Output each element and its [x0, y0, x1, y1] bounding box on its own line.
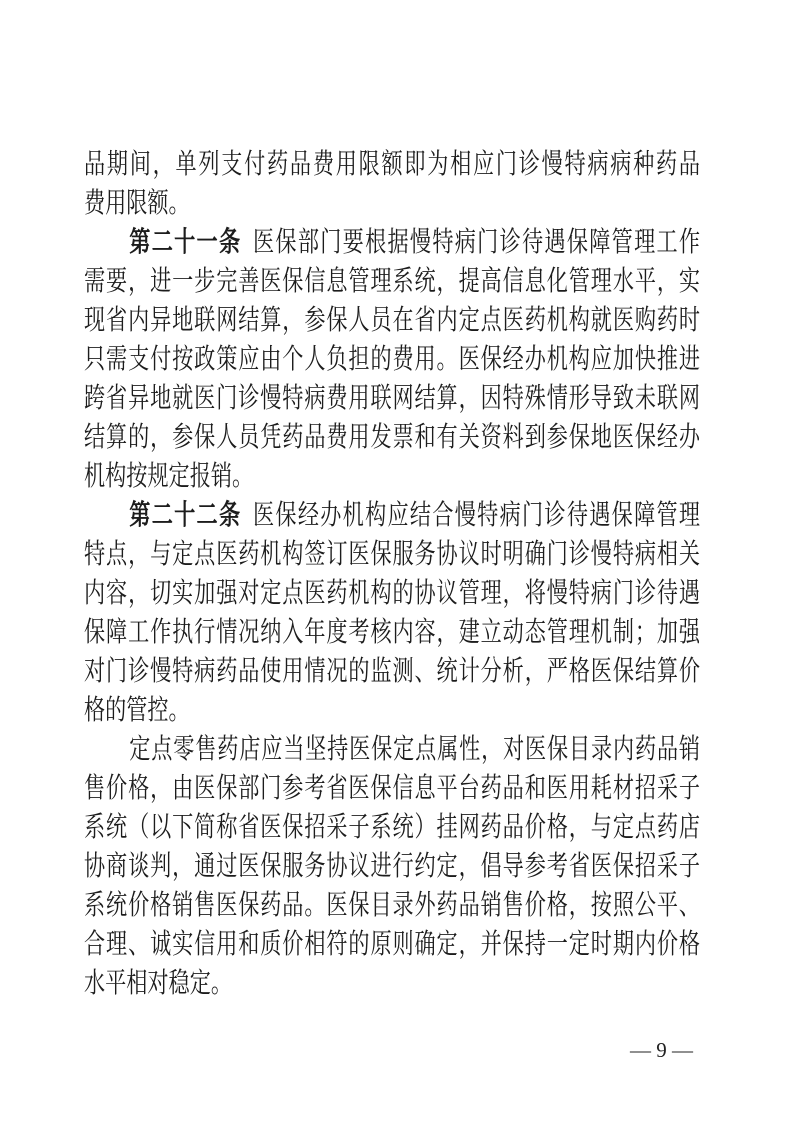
- line-text: 协商谈判，通过医保服务协议进行约定，倡导参考省医保招采子: [84, 851, 701, 882]
- line-text: 系统价格销售医保药品。医保目录外药品销售价格，按照公平、: [84, 890, 701, 921]
- line-text: 对门诊慢特病药品使用情况的监测、统计分析，严格医保结算价: [84, 656, 701, 687]
- line-text: 结算的，参保人员凭药品费用发票和有关资料到参保地医保经办: [84, 422, 701, 453]
- line-text: 内容，切实加强对定点医药机构的协议管理，将慢特病门诊待遇: [84, 578, 701, 609]
- text-line: [84, 535, 700, 574]
- line-text: 特点，与定点医药机构签订医保服务协议时明确门诊慢特病相关: [84, 539, 701, 570]
- line-text: 格的管控。: [84, 695, 190, 726]
- line-text: 系统（以下简称省医保招采子系统）挂网药品价格，与定点药店: [84, 812, 701, 843]
- line-text: 水平相对稳定。: [84, 968, 232, 999]
- text-line: [84, 418, 700, 457]
- line-text: 费用限额。: [84, 188, 190, 219]
- text-line: [84, 496, 700, 535]
- line-text: 售价格，由医保部门参考省医保信息平台药品和医用耗材招采子: [84, 773, 701, 804]
- line-text: 只需支付按政策应由个人负担的费用。医保经办机构应加快推进: [84, 344, 701, 375]
- text-line: [84, 691, 700, 730]
- line-text: 医保经办机构应结合慢特病门诊待遇保障管理: [253, 500, 701, 531]
- line-text: 跨省异地就医门诊慢特病费用联网结算，因特殊情形导致未联网: [84, 383, 701, 414]
- text-line: [84, 925, 700, 964]
- text-line: [84, 301, 700, 340]
- text-line: [84, 847, 700, 886]
- line-text: 保障工作执行情况纳入年度考核内容，建立动态管理机制；加强: [84, 617, 701, 648]
- line-text: 医保部门要根据慢特病门诊待遇保障管理工作: [253, 227, 701, 258]
- text-line: [84, 613, 700, 652]
- text-line: [84, 574, 700, 613]
- line-text: 机构按规定报销。: [84, 461, 254, 492]
- line-text: 合理、诚实信用和质价相符的原则确定，并保持一定时期内价格: [84, 929, 701, 960]
- page-number: — 9 —: [630, 1038, 693, 1062]
- text-line: [84, 652, 700, 691]
- text-line: [84, 379, 700, 418]
- text-line: [84, 964, 700, 1003]
- document-body-text: [84, 145, 700, 1003]
- text-line: [84, 223, 700, 262]
- text-line: [84, 808, 700, 847]
- article-number-heading: 第二十一条: [129, 227, 242, 258]
- text-line: [84, 730, 700, 769]
- line-text: 需要，进一步完善医保信息管理系统，提高信息化管理水平，实: [84, 266, 701, 297]
- text-line: [84, 145, 700, 184]
- text-line: [84, 184, 700, 223]
- text-line: [84, 886, 700, 925]
- text-line: [84, 769, 700, 808]
- text-line: [84, 457, 700, 496]
- line-text: 定点零售药店应当坚持医保定点属性，对医保目录内药品销: [129, 734, 701, 765]
- line-text: 现省内异地联网结算，参保人员在省内定点医药机构就医购药时: [84, 305, 701, 336]
- text-line: [84, 262, 700, 301]
- line-text: 品期间，单列支付药品费用限额即为相应门诊慢特病病种药品: [84, 149, 701, 180]
- article-number-heading: 第二十二条: [129, 500, 242, 531]
- text-line: [84, 340, 700, 379]
